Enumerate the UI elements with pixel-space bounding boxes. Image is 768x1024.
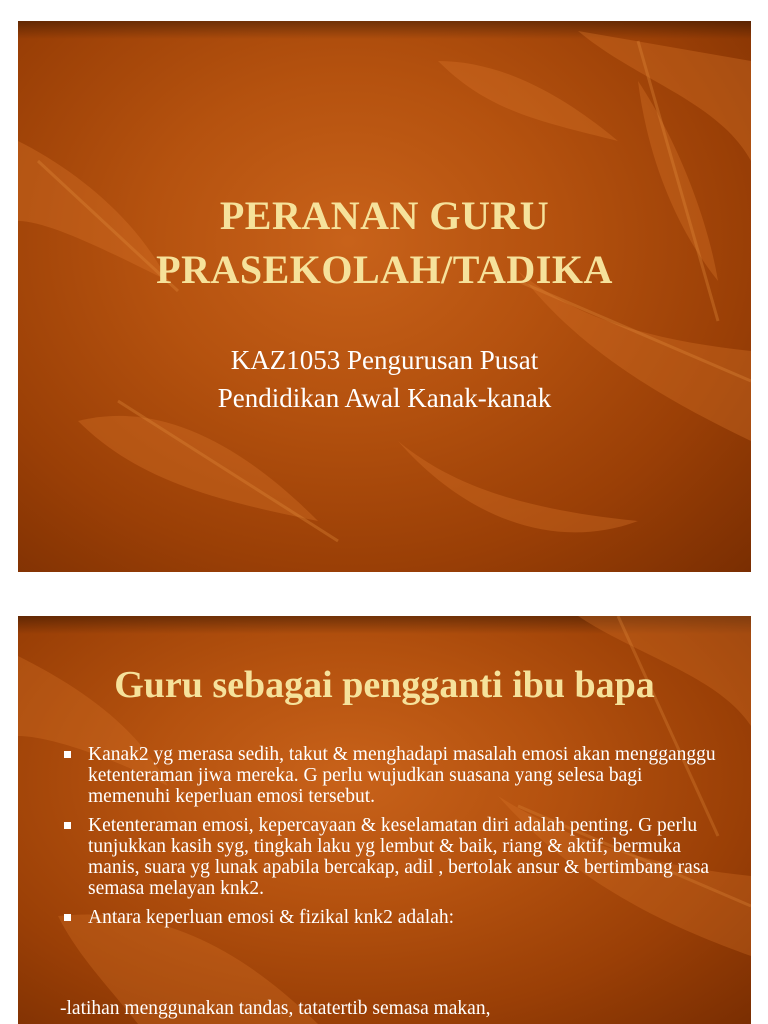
bullet-text: Kanak2 yg merasa sedih, takut & menghadapi masalah emosi akan mengganggu ketenteraman jiwa mereka. G perlu wujudkan suasana yang selesa bagi memenuhi keperluan emosi tersebut. — [88, 744, 716, 807]
subtitle-line-2: Pendidikan Awal Kanak-kanak — [217, 383, 552, 413]
square-bullet-icon — [64, 822, 71, 829]
trailing-line: -latihan menggunakan tandas, tatatertib semasa makan, — [60, 998, 491, 1019]
bullet-text: Ketenteraman emosi, kepercayaan & keselamatan diri adalah penting. G perlu tunjukkan kasih syg, tingkah laku yg lembut & baik, riang & aktif, bermuka manis, suara yg lunak apabila bercakap, adil , bertolak ansur & bertimbang rasa semasa melayan knk2. — [88, 815, 710, 899]
title-line-1: PERANAN GURU — [219, 193, 550, 238]
bullet-text: Antara keperluan emosi & fizikal knk2 adalah: — [88, 907, 455, 928]
title-line-2: PRASEKOLAH/TADIKA — [156, 247, 613, 292]
content-slide — [18, 616, 751, 1024]
slide-subtitle — [18, 341, 751, 417]
list-item — [62, 744, 722, 807]
title-slide — [18, 21, 751, 572]
bullet-list — [62, 744, 722, 936]
list-item — [62, 815, 722, 899]
slide-title: Guru sebagai pengganti ibu bapa — [114, 664, 655, 706]
subtitle-line-1: KAZ1053 Pengurusan Pusat — [230, 345, 539, 375]
slide-title — [18, 189, 751, 297]
list-item — [62, 907, 722, 928]
square-bullet-icon — [64, 751, 71, 758]
square-bullet-icon — [64, 914, 71, 921]
